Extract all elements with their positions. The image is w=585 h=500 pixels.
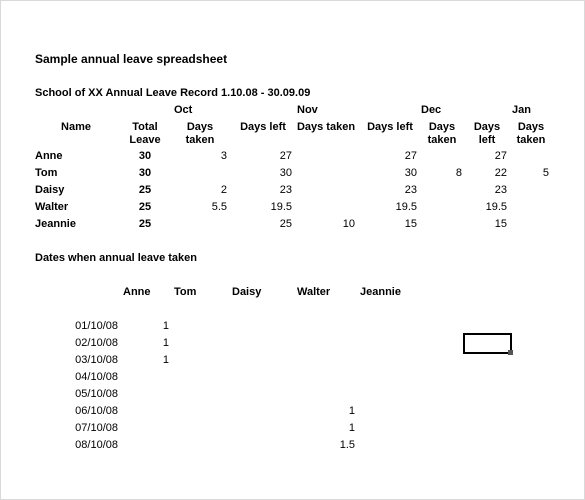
oct-left[interactable]: 27 xyxy=(279,150,292,162)
header-nov-days-taken[interactable]: Days taken xyxy=(296,121,356,133)
dates-col-daisy[interactable]: Daisy xyxy=(232,286,262,298)
active-cell-selection[interactable] xyxy=(463,333,512,354)
dates-col-jeannie[interactable]: Jeannie xyxy=(360,286,401,298)
date-anne-value[interactable]: 1 xyxy=(162,337,169,349)
month-oct[interactable]: Oct xyxy=(174,104,193,116)
date-cell[interactable]: 05/10/08 xyxy=(75,388,118,400)
date-walter-value[interactable]: 1.5 xyxy=(339,439,355,451)
dates-col-tom[interactable]: Tom xyxy=(174,286,197,298)
header-oct-days-taken-line2[interactable]: taken xyxy=(185,134,215,146)
header-name[interactable]: Name xyxy=(61,121,91,133)
dates-title[interactable]: Dates when annual leave taken xyxy=(35,252,198,264)
oct-left[interactable]: 19.5 xyxy=(270,201,292,213)
nov-left[interactable]: 15 xyxy=(404,218,417,230)
dates-col-anne[interactable]: Anne xyxy=(123,286,151,298)
record-title[interactable]: School of XX Annual Leave Record 1.10.08 - 30.09.09 xyxy=(35,87,311,99)
oct-left[interactable]: 25 xyxy=(279,218,292,230)
dates-col-walter[interactable]: Walter xyxy=(297,286,331,298)
jan-taken[interactable]: 5 xyxy=(542,167,549,179)
date-cell[interactable]: 07/10/08 xyxy=(75,422,118,434)
oct-taken[interactable]: 5.5 xyxy=(211,201,227,213)
date-cell[interactable]: 04/10/08 xyxy=(75,371,118,383)
header-dec-days-taken-line2[interactable]: taken xyxy=(427,134,457,146)
staff-name[interactable]: Tom xyxy=(35,167,58,179)
header-jan-days-taken-line1[interactable]: Days xyxy=(517,121,545,133)
month-dec[interactable]: Dec xyxy=(421,104,442,116)
staff-total[interactable]: 30 xyxy=(138,167,152,179)
month-nov[interactable]: Nov xyxy=(297,104,318,116)
header-oct-days-left[interactable]: Days left xyxy=(240,121,286,133)
staff-total[interactable]: 25 xyxy=(138,201,152,213)
dec-left[interactable]: 22 xyxy=(494,167,507,179)
date-walter-value[interactable]: 1 xyxy=(348,422,355,434)
date-anne-value[interactable]: 1 xyxy=(162,354,169,366)
month-jan[interactable]: Jan xyxy=(512,104,531,116)
staff-name[interactable]: Anne xyxy=(35,150,63,162)
header-dec-days-left-line2[interactable]: left xyxy=(478,134,496,146)
date-cell[interactable]: 03/10/08 xyxy=(75,354,118,366)
header-oct-days-taken-line1[interactable]: Days xyxy=(186,121,214,133)
oct-taken[interactable]: 2 xyxy=(220,184,227,196)
nov-left[interactable]: 30 xyxy=(404,167,417,179)
date-cell[interactable]: 01/10/08 xyxy=(75,320,118,332)
nov-left[interactable]: 27 xyxy=(404,150,417,162)
date-anne-value[interactable]: 1 xyxy=(162,320,169,332)
dec-taken[interactable]: 8 xyxy=(455,167,462,179)
date-cell[interactable]: 08/10/08 xyxy=(75,439,118,451)
header-dec-days-taken-line1[interactable]: Days xyxy=(428,121,456,133)
sheet-title[interactable]: Sample annual leave spreadsheet xyxy=(35,52,228,66)
header-total-line1[interactable]: Total xyxy=(132,121,158,133)
date-walter-value[interactable]: 1 xyxy=(348,405,355,417)
nov-left[interactable]: 19.5 xyxy=(395,201,417,213)
dec-left[interactable]: 27 xyxy=(494,150,507,162)
header-dec-days-left-line1[interactable]: Days xyxy=(473,121,501,133)
staff-name[interactable]: Jeannie xyxy=(35,218,76,230)
staff-total[interactable]: 25 xyxy=(138,184,152,196)
fill-handle[interactable] xyxy=(508,350,513,355)
oct-left[interactable]: 30 xyxy=(279,167,292,179)
staff-total[interactable]: 25 xyxy=(138,218,152,230)
header-jan-days-taken-line2[interactable]: taken xyxy=(516,134,546,146)
dec-left[interactable]: 23 xyxy=(494,184,507,196)
dec-left[interactable]: 19.5 xyxy=(485,201,507,213)
dec-left[interactable]: 15 xyxy=(494,218,507,230)
staff-name[interactable]: Walter xyxy=(35,201,69,213)
oct-left[interactable]: 23 xyxy=(279,184,292,196)
staff-name[interactable]: Daisy xyxy=(35,184,65,196)
nov-left[interactable]: 23 xyxy=(404,184,417,196)
oct-taken[interactable]: 3 xyxy=(220,150,227,162)
staff-total[interactable]: 30 xyxy=(138,150,152,162)
nov-taken[interactable]: 10 xyxy=(342,218,355,230)
header-nov-days-left[interactable]: Days left xyxy=(367,121,413,133)
header-total-line2[interactable]: Leave xyxy=(129,134,161,146)
date-cell[interactable]: 06/10/08 xyxy=(75,405,118,417)
date-cell[interactable]: 02/10/08 xyxy=(75,337,118,349)
